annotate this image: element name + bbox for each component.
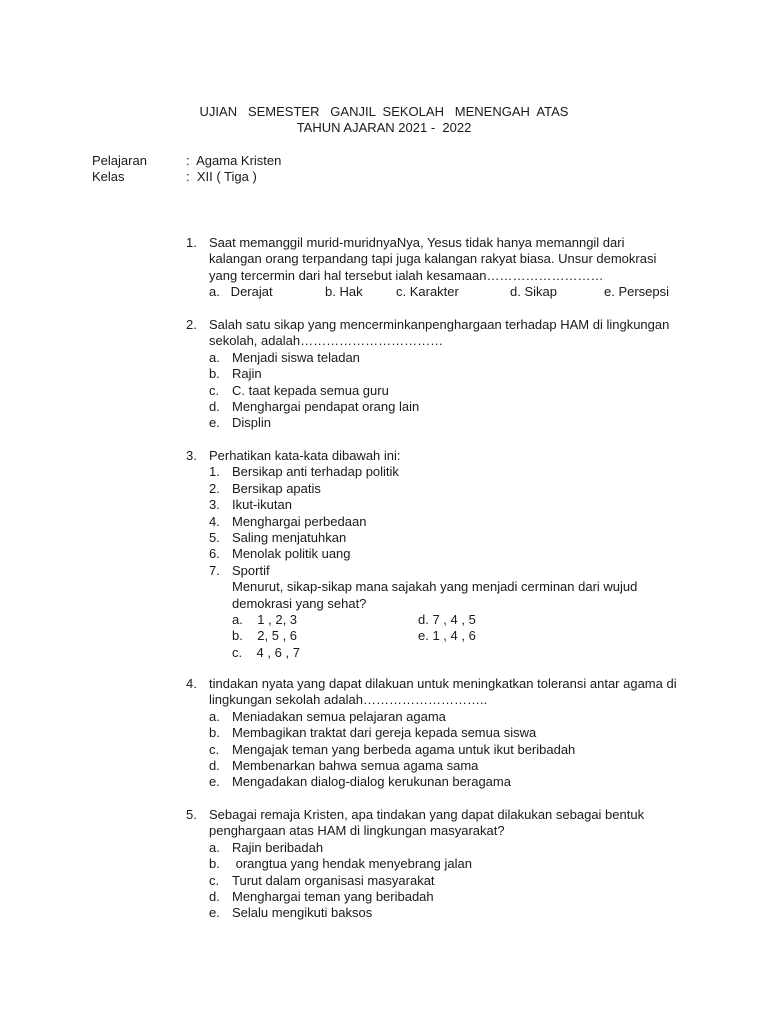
option-b: b. Membagikan traktat dari gereja kepada semua siswa: [209, 725, 537, 741]
question-number: 5.: [186, 807, 197, 822]
option-e: e. 1 , 4 , 6: [418, 628, 476, 644]
question-text: Perhatikan kata-kata dibawah ini:: [209, 448, 401, 463]
class-value: : XII ( Tiga ): [186, 169, 257, 184]
list-item: 7. Sportif: [209, 562, 270, 578]
option-e: e. Mengadakan dialog-dialog kerukunan beragama: [209, 774, 511, 790]
question-text: Saat memanggil murid-muridnyaNya, Yesus tidak hanya memanngil dari kalangan orang terpandang tapi juga kalangan rakyat biasa. Unsur demokrasi yang tercermin dari hal tersebut ialah kesamaan………………………: [209, 235, 657, 283]
question-number: 3.: [186, 448, 197, 463]
inline-options: [186, 284, 686, 300]
option-c: c. 4 , 6 , 7: [232, 644, 300, 660]
question-number: 2.: [186, 317, 197, 332]
sub-question: Menurut, sikap-sikap mana sajakah yang menjadi cerminan dari wujud demokrasi yang sehat?: [232, 579, 638, 611]
option-d: d. Membenarkan bahwa semua agama sama: [209, 757, 479, 773]
option-d: d. Menghargai teman yang beribadah: [209, 888, 434, 904]
question-text: Sebagai remaja Kristen, apa tindakan yang dapat dilakukan sebagai bentuk penghargaan atas HAM di lingkungan masyarakat?: [209, 807, 645, 839]
class-label: Kelas: [92, 169, 125, 184]
option-a: a. 1 , 2, 3: [232, 611, 298, 627]
option-e: e. Displin: [209, 415, 272, 431]
question-2: [186, 317, 686, 432]
option-c: c. Mengajak teman yang berbeda agama untuk ikut beribadah: [209, 741, 576, 757]
question-text: tindakan nyata yang dapat dilakuan untuk meningkatkan toleransi antar agama di lingkungan sekolah adalah………………………..: [209, 676, 677, 708]
question-3: [186, 448, 686, 661]
option-row: [186, 612, 686, 628]
option-c: c. Karakter: [396, 284, 459, 300]
list-item: 5. Saling menjatuhkan: [209, 529, 347, 545]
option-row: [186, 628, 686, 644]
option-row: [186, 645, 686, 661]
subject-label: Pelajaran: [92, 153, 147, 168]
option-a: a. Rajin beribadah: [209, 839, 324, 855]
question-text: Salah satu sikap yang mencerminkanpenghargaan terhadap HAM di lingkungan sekolah, adalah……………………………: [209, 317, 670, 349]
question-number: 1.: [186, 235, 197, 250]
option-b: b. 2, 5 , 6: [232, 628, 298, 644]
list-item: 1. Bersikap anti terhadap politik: [209, 464, 399, 480]
option-d: d. Sikap: [510, 284, 557, 300]
option-b: b. orangtua yang hendak menyebrang jalan: [209, 856, 472, 872]
option-b: b. Rajin: [209, 366, 262, 382]
option-c: c. C. taat kepada semua guru: [209, 382, 389, 398]
list-item: 6. Menolak politik uang: [209, 546, 351, 562]
option-e: e. Selalu mengikuti baksos: [209, 905, 373, 921]
subject-value: : Agama Kristen: [186, 153, 282, 168]
list-item: 2. Bersikap apatis: [209, 480, 321, 496]
option-a: a. Meniadakan semua pelajaran agama: [209, 708, 446, 724]
question-4: [186, 676, 686, 791]
question-number: 4.: [186, 676, 197, 691]
exam-title: UJIAN SEMESTER GANJIL SEKOLAH MENENGAH ATAS: [199, 104, 569, 119]
option-c: c. Turut dalam organisasi masyarakat: [209, 872, 435, 888]
exam-year: TAHUN AJARAN 2021 - 2022: [296, 120, 472, 135]
option-a: a. Menjadi siswa teladan: [209, 349, 360, 365]
list-item: 4. Menghargai perbedaan: [209, 513, 367, 529]
option-b: b. Hak: [325, 284, 363, 300]
question-1: [186, 235, 686, 301]
option-a: a. Derajat: [209, 284, 273, 300]
option-d: d. 7 , 4 , 5: [418, 611, 476, 627]
list-item: 3. Ikut-ikutan: [209, 497, 292, 513]
question-5: [186, 807, 686, 922]
option-e: e. Persepsi: [604, 284, 670, 300]
option-d: d. Menghargai pendapat orang lain: [209, 398, 420, 414]
